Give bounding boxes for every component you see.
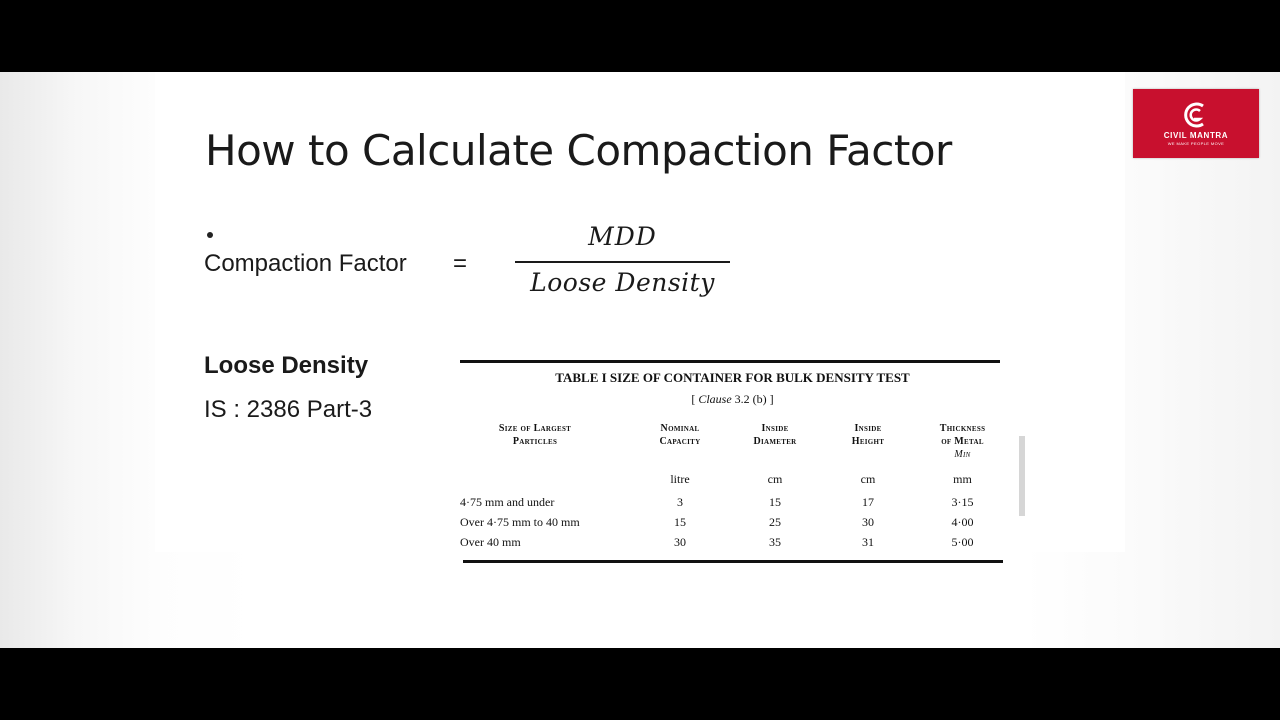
table-clause: [ Clause 3.2 (b) ] bbox=[691, 392, 774, 406]
unit-height: cm bbox=[860, 472, 876, 486]
table-cell: 30 bbox=[862, 515, 874, 529]
brand-tagline: WE MAKE PEOPLE MOVE bbox=[1167, 141, 1225, 146]
standard-reference: IS : 2386 Part-3 bbox=[204, 396, 373, 423]
formula-equals: = bbox=[453, 250, 468, 277]
fraction-bar bbox=[515, 261, 730, 263]
table-cell: Over 40 mm bbox=[460, 535, 521, 549]
brand-mark-icon bbox=[1181, 101, 1211, 129]
table-cell: 15 bbox=[674, 515, 686, 529]
table-cell: 25 bbox=[769, 515, 781, 529]
unit-capacity: litre bbox=[670, 472, 690, 486]
table-cell: Over 4·75 mm to 40 mm bbox=[460, 515, 580, 529]
table-cell: 3 bbox=[677, 495, 683, 509]
brand-logo bbox=[1133, 89, 1259, 158]
table-cell: 3·15 bbox=[951, 495, 974, 509]
slide-title: How to Calculate Compaction Factor bbox=[205, 126, 952, 175]
unit-diameter: cm bbox=[767, 472, 783, 486]
brand-name: CIVIL MANTRA bbox=[1163, 131, 1229, 140]
scrollbar[interactable] bbox=[1019, 436, 1025, 516]
slide bbox=[155, 72, 1125, 552]
letterbox-top bbox=[0, 0, 1280, 72]
table-cell: 4·75 mm and under bbox=[460, 495, 555, 509]
bullet-point bbox=[207, 232, 213, 238]
table-cell: 35 bbox=[769, 535, 781, 549]
formula-denominator: Loose Density bbox=[530, 268, 715, 297]
loose-density-heading: Loose Density bbox=[204, 352, 369, 379]
header-height: Inside Height bbox=[851, 423, 885, 447]
header-thickness: Thickness of Metal Min bbox=[939, 423, 986, 460]
header-capacity: Nominal Capacity bbox=[659, 423, 701, 447]
unit-thickness: mm bbox=[953, 472, 972, 486]
bulk-density-table bbox=[460, 360, 1005, 568]
table-rule-top bbox=[460, 360, 1000, 363]
table-cell: 30 bbox=[674, 535, 686, 549]
table-cell: 17 bbox=[862, 495, 874, 509]
header-diameter: Inside Diameter bbox=[753, 423, 797, 447]
table-cell: 4·00 bbox=[951, 515, 974, 529]
letterbox-bottom bbox=[0, 648, 1280, 720]
formula-numerator: MDD bbox=[588, 222, 657, 251]
table-cell: 5·00 bbox=[951, 535, 974, 549]
table-rule-bottom bbox=[463, 560, 1003, 563]
table-cell: 15 bbox=[769, 495, 781, 509]
table-title: TABLE I SIZE OF CONTAINER FOR BULK DENSITY TEST bbox=[555, 370, 910, 385]
table-cell: 31 bbox=[862, 535, 874, 549]
formula-label: Compaction Factor bbox=[204, 250, 407, 277]
header-size: Size of Largest Particles bbox=[498, 423, 572, 447]
video-frame bbox=[0, 72, 1280, 648]
